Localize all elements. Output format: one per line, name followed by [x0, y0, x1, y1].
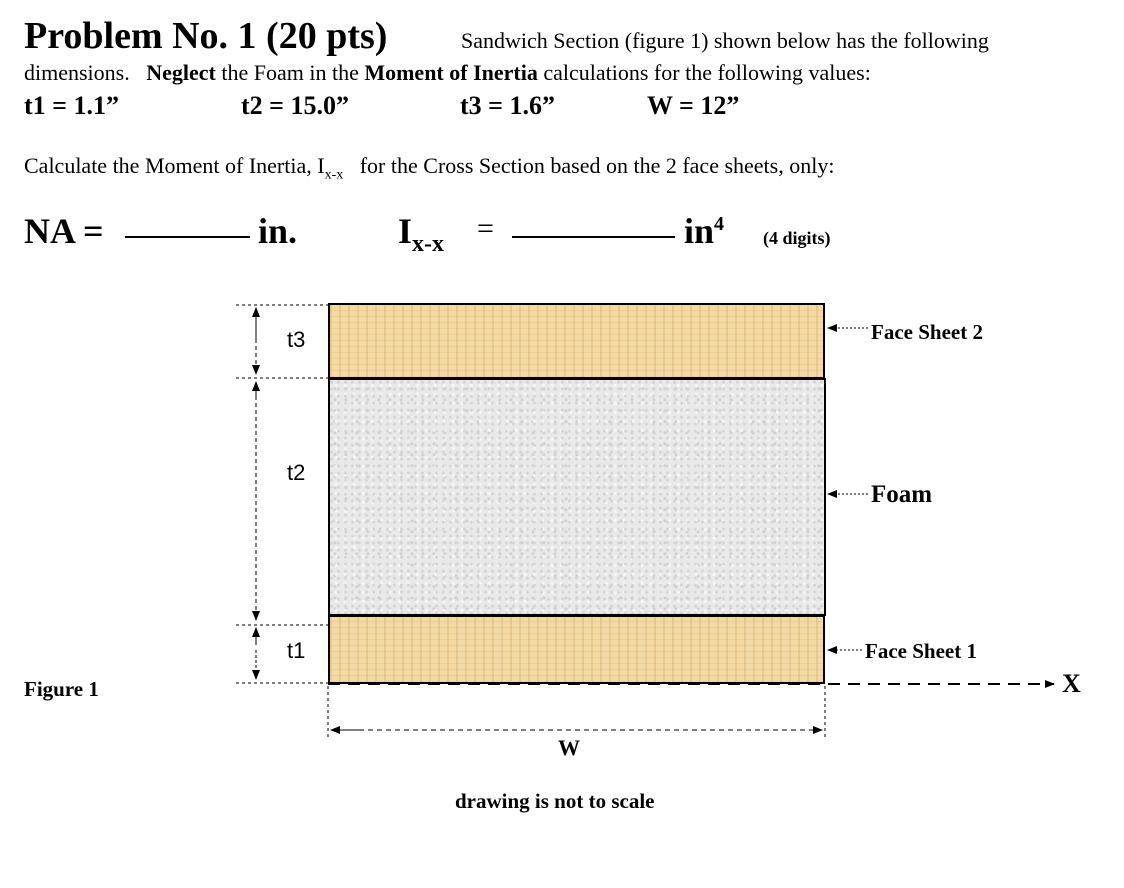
ixx-symbol: I	[398, 211, 413, 251]
foam-label: Foam	[871, 481, 933, 508]
ixx-equals: =	[477, 212, 494, 245]
intro-text-moi: Moment of Inertia	[364, 60, 538, 85]
intro-text-a: dimensions.	[24, 60, 130, 85]
instruction-text-a: Calculate the Moment of Inertia, I	[24, 153, 325, 178]
instruction-text-b: for the Cross Section based on the 2 face sheets, only:	[359, 153, 835, 178]
not-to-scale-note: drawing is not to scale	[455, 789, 655, 813]
t1-label: t1	[287, 638, 306, 663]
intro-text-neglect: Neglect	[146, 60, 216, 85]
intro-text-c: the Foam in the	[221, 60, 359, 85]
figure-caption: Figure 1	[24, 677, 99, 701]
dim-t2: t2 = 15.0”	[241, 91, 349, 120]
ixx-digits-note: (4 digits)	[763, 228, 831, 248]
instruction-sub: x-x	[324, 167, 344, 183]
t3-label: t3	[287, 327, 306, 352]
x-axis-label: X	[1062, 669, 1081, 698]
w-label: W	[558, 735, 580, 760]
problem-title: Problem No. 1 (20 pts)	[24, 15, 388, 57]
na-label: NA =	[24, 211, 104, 251]
face-sheet-2-label: Face Sheet 2	[871, 320, 983, 344]
dim-t1: t1 = 1.1”	[24, 91, 119, 120]
intro-text-e: calculations for the following values:	[543, 60, 871, 85]
intro-line-1: Sandwich Section (figure 1) shown below has the following	[461, 28, 989, 53]
dim-t3: t3 = 1.6”	[460, 91, 555, 120]
ixx-sub: x-x	[412, 231, 445, 258]
dim-w: W = 12”	[647, 91, 740, 120]
face-sheet-1-label: Face Sheet 1	[865, 639, 977, 663]
t2-label: t2	[287, 460, 306, 485]
ixx-unit-text: in	[684, 211, 715, 251]
ixx-unit-exp: 4	[714, 213, 725, 235]
na-unit: in.	[258, 211, 298, 251]
